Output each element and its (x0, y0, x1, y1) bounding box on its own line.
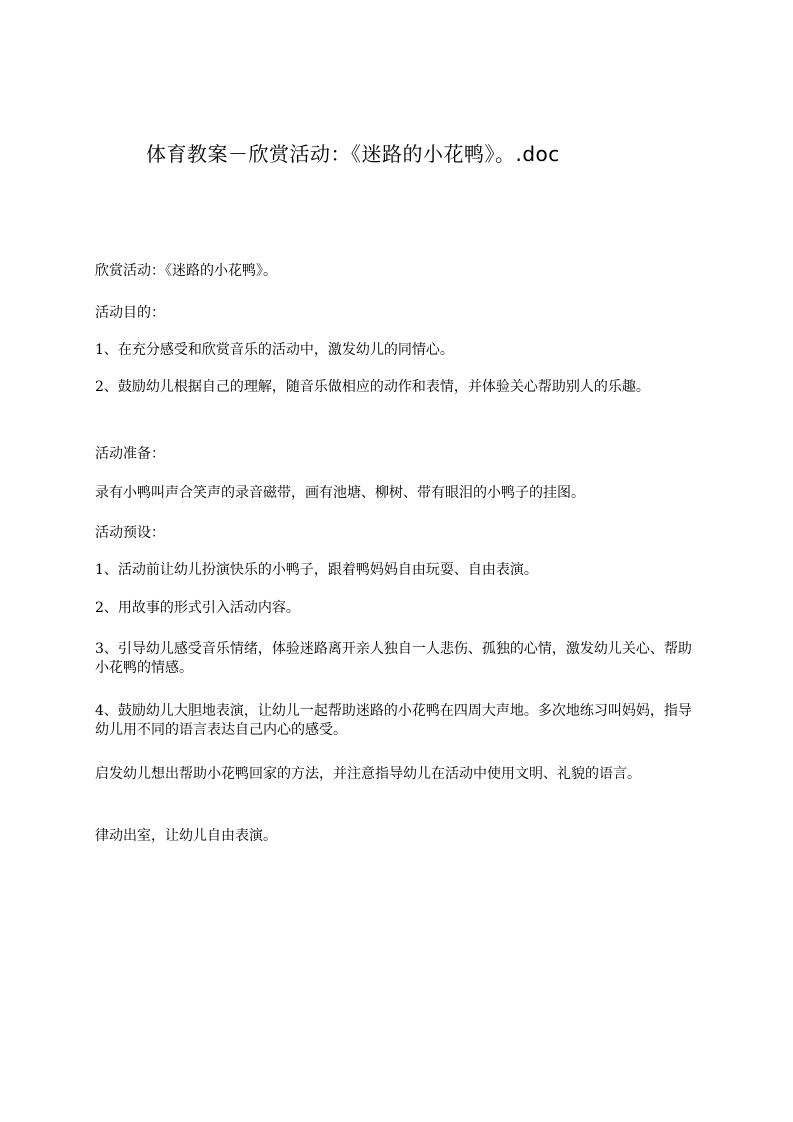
plan-item-3: 3、引导幼儿感受音乐情绪，体验迷路离开亲人独自一人悲伤、孤独的心情，激发幼儿关心、帮助小花鸭的情感。 (95, 641, 692, 676)
closing-text: 律动出室，让幼儿自由表演。 (95, 828, 277, 844)
preparation-text: 录有小鸭叫声合笑声的录音磁带，画有池塘、柳树、带有眼泪的小鸭子的挂图。 (95, 485, 585, 501)
goal-item-1: 1、在充分感受和欣赏音乐的活动中，激发幼儿的同情心。 (95, 342, 454, 358)
paragraph-intro: 欣赏活动：《迷路的小花鸭》。 (95, 263, 277, 279)
plan-item-4: 4、鼓励幼儿大胆地表演，让幼儿一起帮助迷路的小花鸭在四周大声地。多次地练习叫妈妈，指导幼儿用不同的语言表达自己内心的感受。 (95, 703, 692, 738)
plan-item-1: 1、活动前让幼儿扮演快乐的小鸭子，跟着鸭妈妈自由玩耍、自由表演。 (95, 562, 538, 578)
plan-item-5: 启发幼儿想出帮助小花鸭回家的方法，并注意指导幼儿在活动中使用文明、礼貌的语言。 (95, 766, 641, 782)
plan-item-2: 2、用故事的形式引入活动内容。 (95, 600, 300, 616)
heading-activity-goals: 活动目的： (95, 305, 165, 321)
heading-activity-plan: 活动预设： (95, 525, 165, 541)
goal-item-2: 2、鼓励幼儿根据自己的理解，随音乐做相应的动作和表情，并体验关心帮助别人的乐趣。 (95, 379, 650, 395)
document-title: 体育教案－欣赏活动：《迷路的小花鸭》。.doc (146, 142, 560, 166)
heading-activity-preparation: 活动准备： (95, 446, 165, 462)
